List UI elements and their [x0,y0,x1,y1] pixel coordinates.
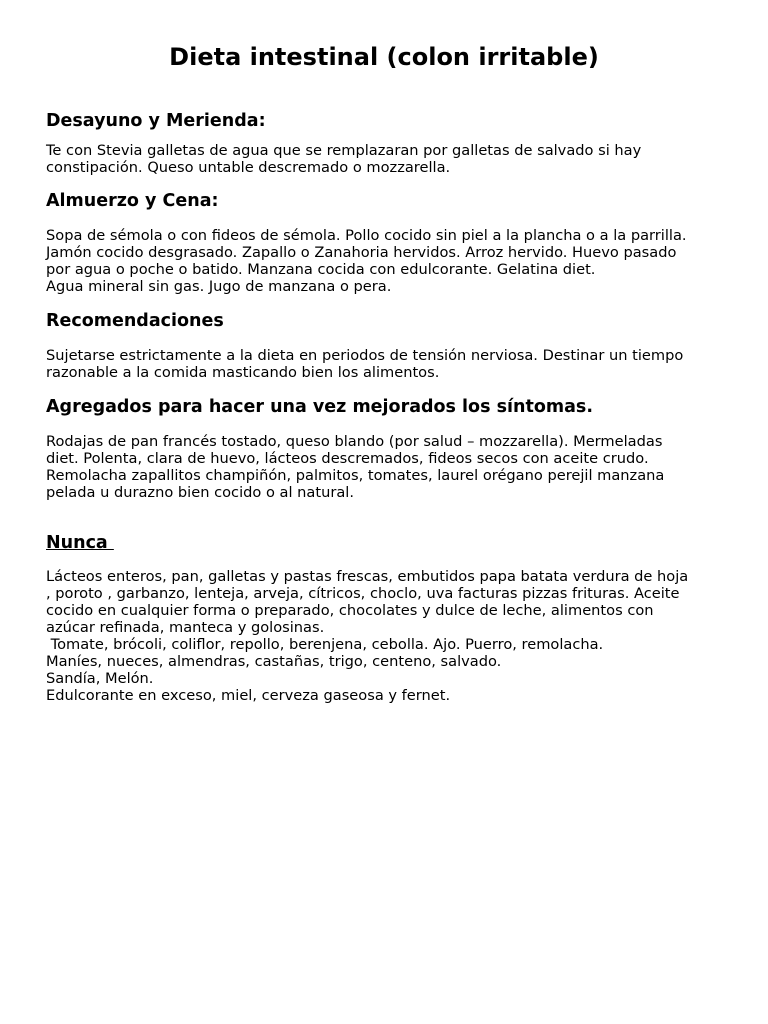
section-heading-recomendaciones: Recomendaciones [46,311,224,331]
section-heading-almuerzo: Almuerzo y Cena: [46,191,219,211]
body-line: pelada u durazno bien cocido o al natural. [46,484,354,501]
section-body-almuerzo [46,227,732,295]
body-line: Rodajas de pan francés tostado, queso blando (por salud – mozzarella). Mermeladas [46,433,663,450]
body-line: Te con Stevia galletas de agua que se remplazaran por galletas de salvado si hay [46,142,642,159]
body-line: Agua mineral sin gas. Jugo de manzana o pera. [46,278,392,295]
body-line: , poroto , garbanzo, lenteja, arveja, cítricos, choclo, uva facturas pizzas frituras. Aceite [46,585,680,602]
body-line: Tomate, brócoli, coliflor, repollo, berenjena, cebolla. Ajo. Puerro, remolacha. [46,636,604,653]
section-body-recomendaciones [46,347,732,381]
body-line: Jamón cocido desgrasado. Zapallo o Zanahoria hervidos. Arroz hervido. Huevo pasado [46,244,677,261]
body-line: Maníes, nueces, almendras, castañas, trigo, centeno, salvado. [46,653,502,670]
section-heading-desayuno: Desayuno y Merienda: [46,111,266,131]
section-heading-agregados: Agregados para hacer una vez mejorados los síntomas. [46,397,593,417]
body-line: Lácteos enteros, pan, galletas y pastas frescas, embutidos papa batata verdura de hoja [46,568,689,585]
section-heading-nunca: Nunca [46,533,114,553]
body-line: Sujetarse estrictamente a la dieta en periodos de tensión nerviosa. Destinar un tiempo [46,347,684,364]
body-line: Remolacha zapallitos champiñón, palmitos, tomates, laurel orégano perejil manzana [46,467,665,484]
body-line: constipación. Queso untable descremado o mozzarella. [46,159,451,176]
body-line: Sandía, Melón. [46,670,154,687]
document-title: Dieta intestinal (colon irritable) [169,43,599,71]
body-line: Sopa de sémola o con fideos de sémola. Pollo cocido sin piel a la plancha o a la parrilla. [46,227,687,244]
section-body-desayuno [46,142,732,176]
body-line: razonable a la comida masticando bien los alimentos. [46,364,440,381]
body-line: diet. Polenta, clara de huevo, lácteos descremados, fideos secos con aceite crudo. [46,450,649,467]
section-body-nunca [46,568,732,704]
section-body-agregados [46,433,732,501]
body-line: azúcar refinada, manteca y golosinas. [46,619,325,636]
body-line: cocido en cualquier forma o preparado, chocolates y dulce de leche, alimentos con [46,602,654,619]
body-line: Edulcorante en exceso, miel, cerveza gaseosa y fernet. [46,687,451,704]
body-line: por agua o poche o batido. Manzana cocida con edulcorante. Gelatina diet. [46,261,596,278]
